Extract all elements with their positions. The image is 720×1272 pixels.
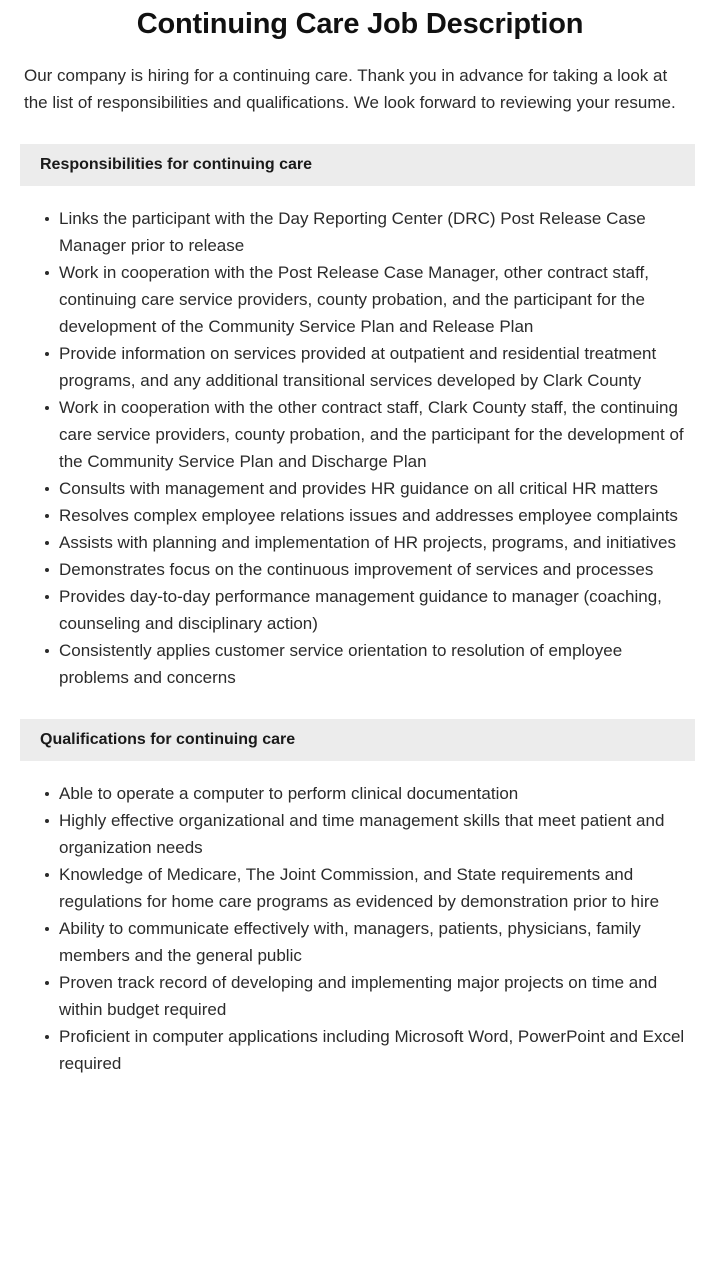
list-item: Work in cooperation with the Post Release Case Manager, other contract staff, continuing care service providers, county probation, and the participant for the development of the Community Service Plan and Release Plan (45, 259, 692, 340)
list-item: Provides day-to-day performance management guidance to manager (coaching, counseling and disciplinary action) (45, 583, 692, 637)
page-title: Continuing Care Job Description (136, 8, 584, 40)
section-responsibilities (0, 144, 720, 691)
section-header-responsibilities: Responsibilities for continuing care (20, 144, 695, 186)
list-item: Proven track record of developing and implementing major projects on time and within budget required (45, 969, 692, 1023)
list-item: Proficient in computer applications including Microsoft Word, PowerPoint and Excel required (45, 1023, 692, 1077)
list-item: Knowledge of Medicare, The Joint Commission, and State requirements and regulations for home care programs as evidenced by demonstration prior to hire (45, 861, 692, 915)
list-item: Ability to communicate effectively with, managers, patients, physicians, family members and the general public (45, 915, 692, 969)
list-item: Assists with planning and implementation of HR projects, programs, and initiatives (45, 529, 692, 556)
list-item: Provide information on services provided at outpatient and residential treatment programs, and any additional transitional services developed by Clark County (45, 340, 692, 394)
qualifications-list (0, 761, 720, 1077)
intro-paragraph: Our company is hiring for a continuing care. Thank you in advance for taking a look at the list of responsibilities and qualifications. We look forward to reviewing your resume. (24, 66, 676, 112)
list-item: Demonstrates focus on the continuous improvement of services and processes (45, 556, 692, 583)
responsibilities-list (0, 186, 720, 691)
section-header-qualifications: Qualifications for continuing care (20, 719, 695, 761)
page-bottom-spacer (0, 1077, 720, 1111)
list-item: Consistently applies customer service orientation to resolution of employee problems and concerns (45, 637, 692, 691)
list-item: Work in cooperation with the other contract staff, Clark County staff, the continuing care service providers, county probation, and the participant for the development of the Community Service Plan and Discharge Plan (45, 394, 692, 475)
section-qualifications (0, 719, 720, 1077)
list-item: Consults with management and provides HR guidance on all critical HR matters (45, 475, 692, 502)
list-item: Links the participant with the Day Reporting Center (DRC) Post Release Case Manager prior to release (45, 205, 692, 259)
list-item: Able to operate a computer to perform clinical documentation (45, 780, 692, 807)
list-item: Resolves complex employee relations issues and addresses employee complaints (45, 502, 692, 529)
list-item: Highly effective organizational and time management skills that meet patient and organization needs (45, 807, 692, 861)
